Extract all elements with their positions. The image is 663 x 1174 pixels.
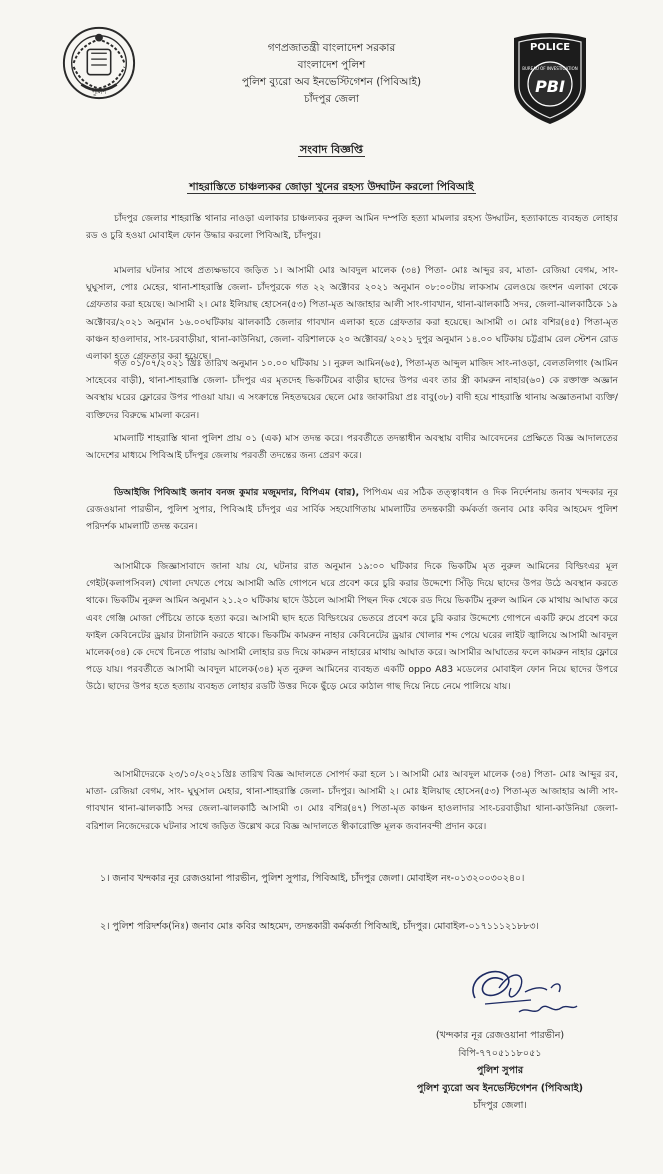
court-confession-paragraph: আসামীদেরকে ২৩/১০/২০২১খ্রিঃ তারিখ বিজ্ঞ আদালতে সোপর্দ করা হলে ১। আসামী মোঃ আবদুল মালেক (৩৪) পিতা- মোঃ আব্দুর রব, মাতা- রেজিয়া বেগম, সাং- ঘুঘুসাল মেহার, থানা-শাহরাস্তি জেলা- চাঁদপুর। আসামী ২। মোঃ ইলিয়াছ হোসেন(৫৩) পিতা-মৃত আজাহার আলী সাং-গাবখান থানা-ঝালকাঠি সদর জেলা-ঝালকাঠি আসামী ৩। মোঃ বশির(৪৭) পিতা-মৃত কাঞ্চন হাওলাদার সাং-চরবাড়ীয়া থানা-কাউনিয়া জেলা- বরিশাল নিজেদেরকে ঘটনার সাথে জড়িত উল্লেখ করে বিজ্ঞ আদালতে স্বীকারোক্তি মূলক জবানবন্দী প্রদান করে। — [86, 769, 618, 832]
intro-paragraph: চাঁদপুর জেলার শাহরাস্তি থানার নাওড়া এলাকার চাঞ্চল্যকর নুরুল আমিন দম্পতি হত্যা মামলার রহস্য উদ্ঘাটন, হত্যাকান্ডে ব্যবহৃত লোহার রড ও চুরি হওয়া মোবাইল ফোন উদ্ধার করলো পিবিআই, চাঁদপুর। — [86, 213, 618, 242]
document-title: সংবাদ বিজ্ঞপ্তি — [300, 143, 363, 156]
arrest-paragraph: মামলার ঘটনার সাথে প্রত্যক্ষভাবে জড়িত ১। আসামী মোঃ আবদুল মালেক (৩৪) পিতা- মোঃ আব্দুর রব, মাতা- রেজিয়া বেগম, সাং- ঘুঘুসাল, পোঃ মেহের, থানা-শাহরাস্তি জেলা- চাঁদপুরকে গত ২২ অক্টোবর ২০২১ অনুমান ০৮:০০টায় লাকসাম রেলওয়ে জংশন এলাকা থেকে গ্রেফতার করা হয়েছে। আসামী ২। মোঃ ইলিয়াছ হোসেন(৫৩) পিতা-মৃত আজাহার আলী সাং-গাবখান, থানা-ঝালকাঠি সদর, জেলা-ঝালকাঠিকে ১৯ অক্টোবর/২০২১ অনুমান ১৬.০০ঘটিকায় ঝালকাঠি জেলার গাবখান এলাকা হতে গ্রেফতার করা হয়েছে। আসামী ৩। মোঃ বশির(৪৫) পিতা-মৃত কাঞ্চন হাওলাদার, সাং-চরবাড়ীয়া, থানা-কাউনিয়া, জেলা- বরিশালকে ২০ অক্টোবর/ ২০২১ দুপুর অনুমান ১৪.০০ ঘটিকায় চট্টগ্রাম রেল স্টেশন রোড এলাকা হতে গ্রেফতার করা হয়েছে। — [86, 265, 618, 363]
contact-investigating-officer: ২। পুলিশ পরিদর্শক(নিঃ) জনাব মোঃ কবির আহমেদ, তদন্তকারী কর্মকর্তা পিবিআই, চাঁদপুর। মোবাইল-০১৭১১১২১৮৮৩। — [100, 921, 539, 932]
header-line-government: গণপ্রজাতন্ত্রী বাংলাদেশ সরকার — [267, 42, 396, 54]
contact-superintendent: ১। জনাব খন্দকার নূর রেজওয়ানা পারভীন, পুলিশ সুপার, পিবিআই, চাঁদপুর জেলা। মোবাইল নং-০১৩২০০৩০২৪০। — [100, 873, 525, 884]
government-header — [0, 40, 663, 108]
incident-paragraph: গত ০১/০৭/২০২১ খ্রিঃ তারিখ অনুমান ১০.০০ ঘটিকায় ১। নুরুল আমিন(৬৫), পিতা-মৃত আব্দুল মাজিদ সাং-নাওড়া, বেলতলিগাং (আমিন সাহেবের বাড়ী), থানা-শাহরাস্তি জেলা- চাঁদপুর এর মৃতদেহ ভিকটিমের বাড়ীর ছাদের উপর এবং তার স্ত্রী কামরুন নাহার(৬০) কে রক্তাক্ত অজ্ঞান অবস্থায় ঘরের ফ্লোরের উপর পাওয়া যায়। এ সংক্রান্তে নিহতদ্বয়ের ছেলে মোঃ জাকারিয়া প্রঃ বাবু(৩৮) বাদী হয়ে শাহরাস্তি থানায় অজ্ঞাতনামা ব্যক্তি/ব্যক্তিদের বিরুদ্ধে মামলা করেন। — [86, 358, 618, 421]
signatory-designation: পুলিশ সুপার — [476, 1065, 524, 1076]
pbi-logo-center-text: PBI — [535, 77, 565, 96]
signatory-district: চাঁদপুর জেলা। — [473, 1100, 527, 1111]
signatory-bp-number: বিপি-৭৭০৫১১৮০৫১ — [458, 1047, 542, 1059]
case-transfer-paragraph: মামলাটি শাহরাস্তি থানা পুলিশ প্রায় ০১ (এক) মাস তদন্ত করে। পরবর্তীতে তদন্তাধীন অবস্থায় বাদীর আবেদনের প্রেক্ষিতে বিজ্ঞ আদালতের আদেশের মাধ্যমে পিবিআই চাঁদপুর জেলায় পরবর্তী তদন্তের জন্য প্রেরণ করে। — [86, 433, 618, 462]
signature-block — [380, 1027, 620, 1115]
handwritten-signature-icon — [455, 958, 585, 1032]
emblem-text: পুলিশ — [91, 89, 107, 97]
signatory-office: পুলিশ ব্যুরো অব ইনভেস্টিগেশন (পিবিআই) — [416, 1082, 584, 1094]
header-line-police: বাংলাদেশ পুলিশ — [297, 59, 366, 71]
supervision-text: পিপিএম এর সঠিক তত্ত্বাবধান ও দিক নির্দেশনায় জনাব খন্দকার নূর রেজওয়ানা পারভীন, পুলিশ সুপার, পিবিআই চাঁদপুর এর সার্বিক সহযোগিতায় মামলাটির তদন্তকারী কর্মকর্তা জনাব মোঃ কবির আহমেদ পুলিশ পরিদর্শক মামলাটি তদন্ত করেন। — [86, 487, 618, 533]
signatory-name: (খন্দকার নূর রেজওয়ানা পারভীন) — [435, 1030, 565, 1041]
pbi-logo-top-text: POLICE — [529, 42, 571, 53]
news-headline: শাহরাস্তিতে চাঞ্চল্যকর জোড়া খুনের রহস্য উদ্ঘাটন করলো পিবিআই — [189, 181, 474, 193]
header-line-pbi: পুলিশ ব্যুরো অব ইনভেস্টিগেশন (পিবিআই) — [241, 76, 422, 88]
dig-name: ডিআইজি পিবিআই জনাব বনজ কুমার মজুমদার, বিপিএম (বার), — [114, 487, 360, 498]
investigation-supervision-paragraph — [86, 484, 618, 536]
header-line-district: চাঁদপুর জেলা — [304, 93, 359, 105]
pbi-logo-ring-text: BUREAU OF INVESTIGATION — [522, 66, 578, 71]
interrogation-paragraph: আসামীকে জিজ্ঞাসাবাদে জানা যায় যে, ঘটনার রাত অনুমান ১৯:০০ ঘটিকার দিকে ভিকটিম মৃত নুরুল আমিনের বিল্ডিংএর মূল গেইট(কলাপসিবল) খোলা দেখতে পেয়ে আসামী অতি গোপনে ঘরে প্রবেশ করে চুরি করার উদ্দেশ্যে সিঁড়ি দিয়ে ছাদের উপর উঠে অবস্থান করতে থাকে। ভিকটিম নুরুল আমিন অনুমান ২১.২০ ঘটিকায় ছাদে উঠলে আসামী পিছন দিক থেকে রড দিয়ে ভিকটিম নুরুল আমিন কে মাথায় আঘাত করে এবং গেঞ্জি মোজা পেঁচিয়ে তাকে হত্যা করে। আসামী ছাদ হতে বিল্ডিংয়ের ভেতরে প্রবেশ করে চুরি করার উদ্দেশ্যে গোপনে একটি রুমে প্রবেশ করে ফাইল কেবিনেটের ড্রয়ার টানাটানি করতে থাকে। ভিকটিম কামরুন নাহার কেবিনেটের ড্রয়ার খোলার শব্দ পেয়ে ঘরের লাইট জ্বালিয়ে আসামী আবদুল মালেক(৩৪) কে দেখে চিনতে পারায় আসামী লোহার রড দিয়ে কামরুন নাহারের মাথায় আঘাত করে। আসামীর আঘাতের ফলে কামরুন নাহার ফ্লোরে পড়ে যায়। পরবর্তীতে আসামী আবদুল মালেক(৩৪) মৃত নুরুল আমিনের ব্যবহৃত একটি oppo A83 মডেলের মোবাইল ফোন নিয়ে ছাদের উপরে উঠে। ছাদের উপর হতে হত্যায় ব্যবহৃত লোহার রডটি উত্তর দিকে ছুঁড়ে মেরে কাঠাল গাছ দিয়ে নিচে নেমে পালিয়ে যায়। — [86, 561, 618, 693]
